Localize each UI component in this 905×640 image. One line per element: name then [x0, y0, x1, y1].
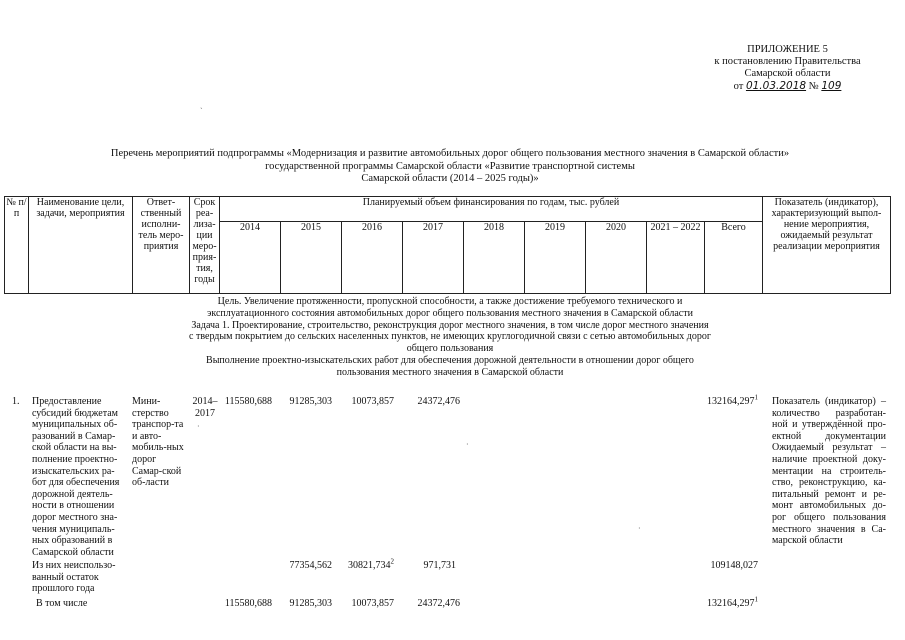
- scan-speck: ·: [638, 524, 641, 533]
- goal-block: [120, 296, 780, 379]
- row3-total-value: 132164,297: [707, 598, 755, 609]
- row3-name: В том числе: [36, 598, 88, 609]
- title-line-2: государственной программы Самарской области «Развитие транспортной системы: [265, 160, 635, 172]
- header-col-name: Наименование цели, задачи, мероприятия: [29, 197, 133, 294]
- appendix-date-line: [700, 80, 875, 93]
- handwritten-number: 109: [821, 80, 842, 92]
- header-year: 2014: [220, 222, 281, 294]
- header-year: 2021 – 2022: [647, 222, 705, 294]
- header-col-term: Срок реа-лиза-ции меро-прия-тия, годы: [190, 197, 220, 294]
- row3-2017: 24372,476: [417, 598, 460, 609]
- row1-indicator: Показатель (индикатор) – количество разработан-ной и утверждённой про-ектной документации Ожидаемый результат – наличие проектной доку-ментации на строитель-ство, реконструкцию, ка-питальный ремонт и ре-монт автомобильных до-рог общего пользования местного значения в Са-марской области: [772, 396, 886, 547]
- row2-2016-value: 30821,734: [348, 560, 391, 571]
- title-line-1: Перечень мероприятий подпрограммы «Модернизация и развитие автомобильных дорог общего пользования местного значения в Самарской области»: [110, 148, 790, 159]
- header-year: 2019: [525, 222, 586, 294]
- row2-total: 109148,027: [710, 560, 758, 571]
- date-prefix: от: [733, 81, 744, 92]
- row1-2014: 115580,688: [224, 396, 272, 407]
- row2-2015: 77354,562: [289, 560, 332, 571]
- header-year: 2015: [281, 222, 342, 294]
- header-col-num: № п/п: [5, 197, 29, 294]
- header-col-exec: Ответ-ственный исполни-тель меро-приятия: [133, 197, 190, 294]
- goal-line: Цель. Увеличение протяженности, пропускной способности, а также достижение требуемого технического и: [217, 296, 683, 307]
- appendix-line-3: Самарской области: [744, 68, 831, 79]
- header-col-indicator: Показатель (индикатор), характеризующий выпол-нение мероприятия, ожидаемый результат реализации мероприятия: [763, 197, 891, 294]
- row3-2014: 115580,688: [224, 598, 272, 609]
- row1-name: Предоставление субсидий бюджетам муниципальных об-разований в Самар-ской области на вы-полнение проектно-изыскательских ра-бот для обеспечения дорожной деятель-ности в отношении дорог местного зна-чения муниципаль-ных образований в Самарской области: [32, 396, 120, 558]
- row1-total: [690, 393, 758, 407]
- goal-line: эксплуатационного состояния автомобильных дорог общего пользования местного значения в Самарской области: [207, 307, 693, 319]
- scan-speck: ·: [197, 422, 200, 431]
- task-line: с твердым покрытием до сельских населенных пунктов, не имеющих круглогодичной связи с сетью автомобильных дорог: [189, 331, 711, 343]
- number-prefix: №: [808, 81, 819, 92]
- row1-term: 2014–2017: [192, 396, 218, 419]
- scan-speck: ˎ: [200, 100, 203, 109]
- appendix-block: [700, 44, 875, 93]
- document-title: [60, 148, 840, 186]
- row3-2015: 91285,303: [289, 598, 332, 609]
- task-line: общего пользования: [406, 343, 494, 355]
- row1-num: 1.: [12, 396, 20, 407]
- header-year: 2016: [342, 222, 403, 294]
- row1-2016: 10073,857: [351, 396, 394, 407]
- header-col-funding: Планируемый объем финансирования по годам, тыс. рублей: [220, 197, 763, 222]
- row1-2015: 91285,303: [289, 396, 332, 407]
- row3-2016: 10073,857: [351, 598, 394, 609]
- row1-total-footnote: 1: [754, 393, 758, 402]
- appendix-line-2: к постановлению Правительства: [714, 56, 861, 67]
- title-line-3: Самарской области (2014 – 2025 годы)»: [361, 173, 539, 184]
- row2-2016-footnote: 2: [390, 557, 394, 566]
- appendix-title: ПРИЛОЖЕНИЕ 5: [747, 44, 828, 55]
- row1-exec: Мини-стерство транспор-та и авто-мобиль-ных дорог Самар-ской об-ласти: [132, 396, 184, 489]
- row3-total-footnote: 1: [754, 595, 758, 604]
- task-line: Задача 1. Проектирование, строительство, реконструкция дорог местного значения, в том числе дорог местного значения: [191, 319, 709, 331]
- row2-name: Из них неиспользо-ванный остаток прошлого года: [32, 560, 116, 595]
- activity-line: пользования местного значения в Самарской области: [336, 366, 564, 378]
- row1-2017: 24372,476: [417, 396, 460, 407]
- header-total: Всего: [705, 222, 763, 294]
- header-year: 2017: [403, 222, 464, 294]
- header-year: 2020: [586, 222, 647, 294]
- row3-total: [690, 595, 758, 609]
- header-year: 2018: [464, 222, 525, 294]
- activity-line: Выполнение проектно-изыскательских работ для обеспечения дорожной деятельности в отношении дорог общего: [206, 354, 694, 366]
- handwritten-date: 01.03.2018: [745, 80, 807, 92]
- scan-speck: ·: [466, 440, 469, 449]
- row2-2016: [340, 557, 394, 571]
- row1-total-value: 132164,297: [707, 396, 755, 407]
- row2-2017: 971,731: [423, 560, 456, 571]
- table-header: [4, 196, 891, 294]
